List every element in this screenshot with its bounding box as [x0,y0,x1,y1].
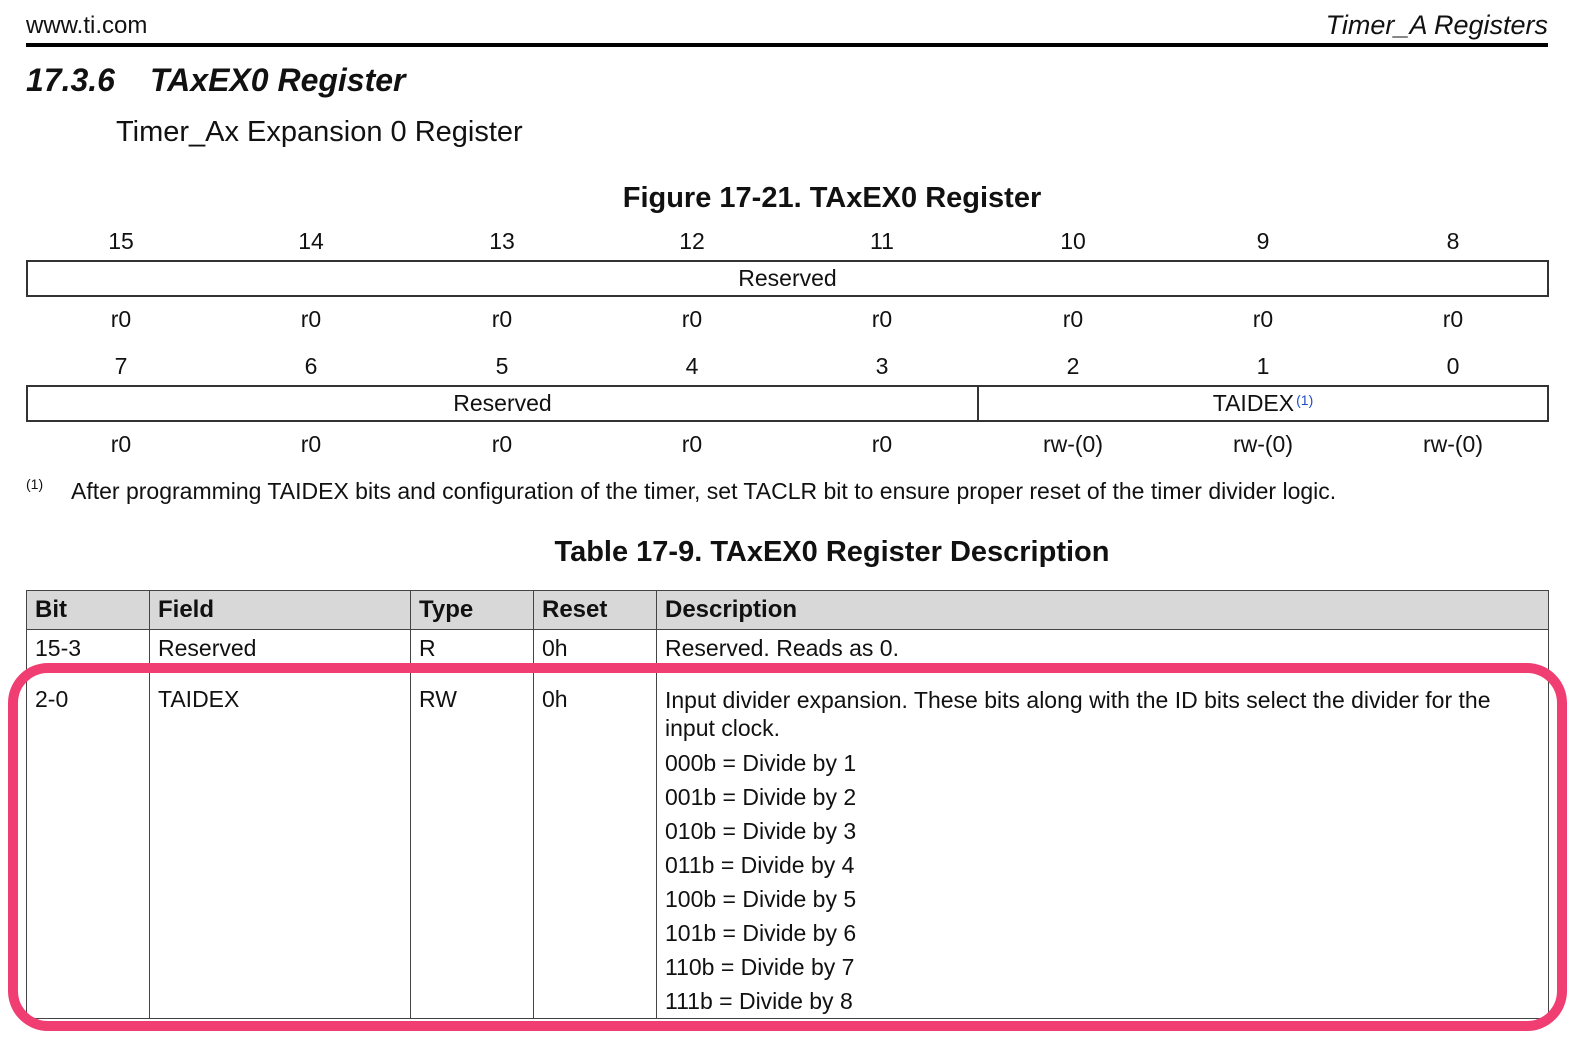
access-type: r0 [1062,306,1084,332]
access-type: rw-(0) [1232,431,1294,457]
bit-number: 10 [1060,228,1086,254]
divider-option: 100b = Divide by 5 [665,886,857,912]
description-summary: Input divider expansion. These bits along with the ID bits select the divider for the input clock. [665,687,1491,741]
access-type: r0 [1442,306,1464,332]
column-header-type: Type [411,591,534,630]
divider-option: 101b = Divide by 6 [665,920,857,946]
bit-number: 11 [870,228,894,254]
cell-field: TAIDEX [150,672,411,1019]
bit-number: 5 [495,353,509,379]
running-header: Timer_A Registers [1325,10,1548,40]
reserved-field-lower [26,385,979,422]
bit-number: 4 [685,353,699,379]
table-row [27,630,1549,672]
bit-number: 7 [114,353,128,379]
bit-number: 15 [108,228,134,254]
column-header-description: Description [657,591,1549,630]
section-title: TAxEX0 Register [150,62,406,98]
access-type: rw-(0) [1042,431,1104,457]
cell-reset: 0h [534,630,657,672]
footnote-text: After programming TAIDEX bits and configuration of the timer, set TACLR bit to ensure proper reset of the timer divider logic. [71,478,1337,504]
cell-field: Reserved [150,630,411,672]
bit-number: 1 [1256,353,1270,379]
divider-option: 010b = Divide by 3 [665,818,857,844]
bit-number: 0 [1446,353,1460,379]
cell-reset: 0h [534,672,657,1019]
access-type: r0 [1252,306,1274,332]
cell-bit: 2-0 [27,672,150,1019]
reserved-field-upper [26,260,1549,297]
bit-number: 14 [298,228,324,254]
access-type: r0 [491,306,513,332]
column-header-reset: Reset [534,591,657,630]
footnote-marker: (1) [26,476,44,492]
bit-number: 3 [875,353,889,379]
field-label: Reserved [453,390,552,416]
table-row [27,672,1549,1019]
cell-description [657,672,1549,1019]
access-type: r0 [110,306,132,332]
section-number: 17.3.6 [26,62,115,98]
field-label: TAIDEX [1212,390,1295,416]
bit-number: 6 [304,353,318,379]
access-type: r0 [681,306,703,332]
cell-bit: 15-3 [27,630,150,672]
access-type: r0 [871,431,893,457]
register-description-table [26,590,1549,1019]
taidex-field [977,385,1549,422]
cell-type: R [411,630,534,672]
table-title: Table 17-9. TAxEX0 Register Description [554,536,1110,568]
header-rule [26,43,1548,47]
access-type: r0 [681,431,703,457]
cell-type: RW [411,672,534,1019]
figure-title: Figure 17-21. TAxEX0 Register [622,182,1042,214]
table-header-row [27,591,1549,630]
bit-number: 8 [1446,228,1460,254]
field-label: Reserved [738,265,837,291]
divider-option: 110b = Divide by 7 [665,954,855,980]
divider-option: 001b = Divide by 2 [665,784,857,810]
bit-number: 2 [1066,353,1080,379]
access-type: r0 [491,431,513,457]
access-type: r0 [300,306,322,332]
bit-number: 13 [489,228,515,254]
cell-description: Reserved. Reads as 0. [657,630,1549,672]
access-type: r0 [110,431,132,457]
column-header-field: Field [150,591,411,630]
bit-number: 12 [679,228,705,254]
divider-option: 011b = Divide by 4 [665,852,855,878]
section-subtitle: Timer_Ax Expansion 0 Register [116,116,523,148]
site-url[interactable]: www.ti.com [26,12,148,39]
divider-option: 111b = Divide by 8 [665,988,853,1014]
access-type: rw-(0) [1422,431,1484,457]
access-type: r0 [300,431,322,457]
footnote-link[interactable]: (1) [1296,391,1314,408]
bit-number: 9 [1256,228,1270,254]
divider-option: 000b = Divide by 1 [665,750,857,776]
column-header-bit: Bit [27,591,150,630]
access-type: r0 [871,306,893,332]
